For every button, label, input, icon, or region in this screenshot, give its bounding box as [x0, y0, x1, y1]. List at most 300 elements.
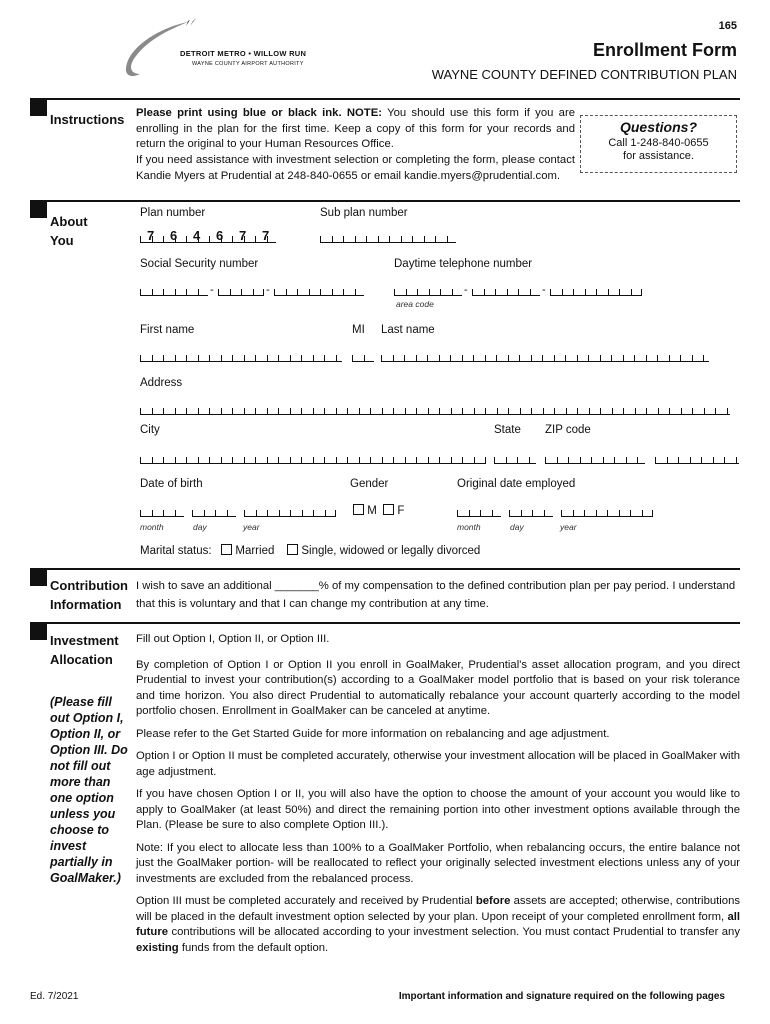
field-tick [336, 457, 337, 464]
field-tick [382, 457, 383, 464]
field-tick [561, 510, 562, 517]
field-tick [152, 289, 153, 296]
dob-year-field[interactable] [244, 508, 336, 517]
orig-day-caption: day [510, 522, 524, 532]
field-tick [451, 408, 452, 415]
field-tick [290, 457, 291, 464]
field-tick [336, 355, 337, 362]
city-label: City [140, 424, 160, 436]
field-tick [462, 408, 463, 415]
field-tick [713, 457, 714, 464]
marital-label: Marital status: [140, 545, 212, 557]
about-heading-line1: About [50, 214, 88, 229]
field-tick [507, 289, 508, 296]
phone-field-part3[interactable] [550, 287, 642, 296]
field-tick [588, 355, 589, 362]
field-tick [324, 408, 325, 415]
field-tick [440, 289, 441, 296]
field-tick [175, 289, 176, 296]
section-marker [30, 623, 47, 640]
field-tick [557, 457, 558, 464]
dob-label: Date of birth [140, 478, 203, 490]
investment-heading-line2: Allocation [50, 652, 113, 667]
field-tick [565, 355, 566, 362]
field-tick [320, 236, 321, 243]
field-tick [186, 289, 187, 296]
logo-line1: DETROIT METRO • WILLOW RUN [180, 49, 307, 58]
field-tick [313, 510, 314, 517]
field-tick [140, 408, 141, 415]
field-tick [462, 355, 463, 362]
questions-note: for assistance. [623, 150, 694, 162]
contribution-heading [50, 576, 128, 614]
field-tick [703, 355, 704, 362]
address-field[interactable] [140, 406, 730, 415]
field-tick [584, 510, 585, 517]
field-tick [554, 408, 555, 415]
airport-logo [118, 18, 328, 80]
field-tick [614, 457, 615, 464]
field-tick [727, 408, 728, 415]
field-tick [244, 408, 245, 415]
field-tick [531, 408, 532, 415]
field-tick [232, 457, 233, 464]
field-tick [596, 510, 597, 517]
field-tick [256, 510, 257, 517]
field-tick [439, 408, 440, 415]
city-field[interactable] [140, 455, 486, 464]
field-tick [209, 408, 210, 415]
instructions-rest: You should use this form if you are enrolling in the plan for the first time. Keep a copy of this form for your records and return the original to your Human Resources Office. [136, 107, 575, 150]
field-tick [480, 510, 481, 517]
field-tick [209, 236, 210, 243]
field-tick [596, 289, 597, 296]
phone-label: Daytime telephone number [394, 258, 533, 270]
field-tick [568, 457, 569, 464]
field-tick [530, 289, 531, 296]
last-name-field[interactable] [381, 353, 709, 362]
area-code-field[interactable] [394, 287, 462, 296]
married-checkbox[interactable] [221, 544, 232, 555]
field-tick [692, 355, 693, 362]
field-tick [278, 408, 279, 415]
contribution-text-before: I wish to save an additional [136, 580, 275, 592]
field-tick [347, 408, 348, 415]
dob-year-caption: year [243, 522, 260, 532]
field-tick [343, 289, 344, 296]
field-tick [417, 289, 418, 296]
field-tick [244, 510, 245, 517]
field-tick [332, 289, 333, 296]
field-tick [521, 510, 522, 517]
investment-p7 [136, 894, 740, 956]
field-tick [301, 408, 302, 415]
field-tick [542, 355, 543, 362]
field-tick [263, 289, 264, 296]
field-tick [428, 408, 429, 415]
phone-dash: - [464, 284, 468, 296]
field-tick [518, 289, 519, 296]
orig-year-field[interactable] [561, 508, 653, 517]
area-code-label: area code [396, 299, 434, 309]
field-tick [495, 289, 496, 296]
phone-dash: - [542, 284, 546, 296]
field-tick [163, 510, 164, 517]
field-tick [424, 236, 425, 243]
field-tick [152, 457, 153, 464]
field-tick [359, 457, 360, 464]
field-tick [562, 289, 563, 296]
marital-status [140, 544, 480, 557]
plan-digit: 7 [147, 228, 155, 243]
field-tick [192, 510, 193, 517]
single-checkbox[interactable] [287, 544, 298, 555]
field-tick [401, 236, 402, 243]
field-tick [186, 355, 187, 362]
field-tick [140, 289, 141, 296]
field-tick [600, 408, 601, 415]
field-tick [218, 289, 219, 296]
field-tick [198, 457, 199, 464]
investment-p7-before: before [475, 895, 511, 907]
field-tick [428, 457, 429, 464]
questions-box [580, 115, 737, 173]
contribution-percent-field[interactable]: _______ [274, 580, 319, 592]
field-tick [290, 355, 291, 362]
questions-phone: Call 1-248-840-0655 [608, 137, 709, 149]
contribution-text-after: % of my compensation to the defined contribution plan per pay period. I understand that this is voluntary and that I can change my contribution at any time. [136, 580, 736, 610]
field-tick [389, 236, 390, 243]
field-tick [637, 457, 638, 464]
field-tick [652, 510, 653, 517]
field-tick [255, 408, 256, 415]
gender-f-checkbox[interactable] [383, 504, 394, 515]
ssn-field-part3[interactable] [274, 287, 364, 296]
field-tick [324, 355, 325, 362]
plan-number-field[interactable] [140, 234, 276, 243]
form-title: Enrollment Form [592, 40, 737, 60]
field-tick [255, 355, 256, 362]
field-tick [701, 457, 702, 464]
field-tick [603, 457, 604, 464]
ssn-dash: - [266, 284, 270, 296]
field-tick [496, 355, 497, 362]
field-tick [378, 236, 379, 243]
field-tick [573, 510, 574, 517]
field-tick [290, 408, 291, 415]
field-tick [692, 408, 693, 415]
field-tick [241, 289, 242, 296]
investment-p7-c: assets are accepted; otherwise, contributions will be placed in the default investment option selected by your plan. Upon receipt of your completed enrollment form, [136, 895, 740, 923]
field-tick [140, 236, 141, 243]
field-tick [221, 355, 222, 362]
field-tick [406, 289, 407, 296]
field-tick [221, 457, 222, 464]
field-tick [472, 289, 473, 296]
field-tick [227, 510, 228, 517]
section-rule [30, 98, 740, 100]
field-tick [619, 510, 620, 517]
field-tick [393, 355, 394, 362]
field-tick [439, 457, 440, 464]
field-tick [215, 510, 216, 517]
field-tick [332, 236, 333, 243]
field-tick [611, 355, 612, 362]
field-tick [416, 457, 417, 464]
field-tick [152, 510, 153, 517]
field-tick [140, 457, 141, 464]
field-tick [152, 355, 153, 362]
field-tick [554, 355, 555, 362]
field-tick [140, 355, 141, 362]
field-tick [405, 408, 406, 415]
plan-name: WAYNE COUNTY DEFINED CONTRIBUTION PLAN [431, 67, 737, 82]
field-tick [451, 457, 452, 464]
field-tick [302, 510, 303, 517]
field-tick [175, 457, 176, 464]
field-tick [274, 289, 275, 296]
field-tick [680, 355, 681, 362]
plan-digit: 7 [262, 228, 270, 243]
field-tick [186, 236, 187, 243]
field-tick [591, 457, 592, 464]
orig-date-label: Original date employed [457, 478, 576, 490]
sub-plan-field[interactable] [320, 234, 456, 243]
section-rule [30, 568, 740, 570]
contribution-heading-line1: Contribution [50, 578, 128, 593]
investment-p4: Option I or Option II must be completed accurately, otherwise your investment allocation will be placed in GoalMaker with age adjustment. [136, 750, 740, 778]
plan-digit: 6 [216, 228, 224, 243]
field-tick [175, 355, 176, 362]
field-tick [230, 289, 231, 296]
field-tick [186, 457, 187, 464]
field-tick [531, 355, 532, 362]
zip-label: ZIP code [545, 424, 591, 436]
field-tick [474, 457, 475, 464]
gender-m-label: M [367, 505, 377, 517]
field-tick [267, 408, 268, 415]
investment-p2: By completion of Option I or Option II you enroll in GoalMaker, Prudential's asset allocation program, and you direct Prudential to invest your contribution(s) according to a GoalMaker model portfolio that is based on your risk tolerance and time horizon. You also direct Prudential to automatically rebalance your account quarterly according to the model portfolio chosen. Enrollment in GoalMaker can be canceled at anytime. [136, 658, 740, 717]
contribution-text [136, 577, 740, 613]
field-tick [336, 408, 337, 415]
field-tick [309, 289, 310, 296]
field-tick [580, 457, 581, 464]
field-tick [393, 408, 394, 415]
field-tick [359, 408, 360, 415]
field-tick [343, 236, 344, 243]
field-tick [204, 510, 205, 517]
field-tick [186, 408, 187, 415]
field-tick [450, 355, 451, 362]
investment-p7-existing: existing [136, 941, 179, 954]
orig-month-field[interactable] [457, 508, 501, 517]
field-tick [452, 289, 453, 296]
field-tick [427, 355, 428, 362]
field-tick [473, 355, 474, 362]
field-tick [485, 355, 486, 362]
field-tick [585, 289, 586, 296]
orig-day-field[interactable] [509, 508, 553, 517]
field-tick [509, 510, 510, 517]
instructions-text [136, 106, 575, 153]
field-tick [278, 355, 279, 362]
field-tick [506, 457, 507, 464]
field-tick [497, 408, 498, 415]
section-marker [30, 201, 47, 218]
field-tick [255, 236, 256, 243]
married-label: Married [235, 545, 275, 557]
field-tick [474, 408, 475, 415]
zip-field[interactable] [545, 455, 645, 464]
investment-p5: If you have chosen Option I or II, you will also have the option to choose the amount of your account you would like to apply to GoalMaker (at least 50%) and direct the remaining portion into other investment options available through the Plan. (Please be sure to also complete Option III.). [136, 788, 740, 831]
field-tick [364, 355, 365, 362]
field-tick [370, 408, 371, 415]
field-tick [290, 510, 291, 517]
field-tick [140, 510, 141, 517]
field-tick [485, 457, 486, 464]
dob-day-field[interactable] [192, 508, 236, 517]
mi-label: MI [352, 324, 365, 336]
field-tick [669, 408, 670, 415]
investment-p7-e: funds from the default option. [178, 941, 329, 954]
field-tick [352, 355, 353, 362]
field-tick [313, 355, 314, 362]
field-tick [253, 289, 254, 296]
field-tick [416, 355, 417, 362]
field-tick [577, 408, 578, 415]
field-tick [619, 289, 620, 296]
field-tick [313, 457, 314, 464]
field-tick [163, 289, 164, 296]
plan-digit: 7 [239, 228, 247, 243]
investment-p6: Note: If you elect to allocate less than 100% to a GoalMaker Portfolio, when rebalancing occurs, the entire balance not just the GoalMaker portion- will be reallocated to reflect your originally selected investment elections unless any of your investments are excluded from the rebalanced process. [136, 841, 740, 885]
field-tick [626, 457, 627, 464]
field-tick [232, 355, 233, 362]
field-tick [198, 289, 199, 296]
field-tick [267, 510, 268, 517]
phone-field-part2[interactable] [472, 287, 540, 296]
about-heading [50, 212, 88, 250]
first-name-label: First name [140, 324, 195, 336]
edition-label: Ed. 7/2021 [30, 991, 79, 1002]
logo-line2: WAYNE COUNTY AIRPORT AUTHORITY [192, 61, 304, 67]
field-tick [543, 408, 544, 415]
field-tick [286, 289, 287, 296]
field-tick [267, 355, 268, 362]
field-tick [163, 236, 164, 243]
field-tick [532, 510, 533, 517]
field-tick [221, 408, 222, 415]
field-tick [209, 457, 210, 464]
first-name-field[interactable] [140, 353, 342, 362]
address-label: Address [140, 377, 183, 389]
field-tick [439, 355, 440, 362]
field-tick [429, 289, 430, 296]
questions-title: Questions? [619, 119, 697, 135]
zip-plus4-field[interactable] [655, 455, 739, 464]
mi-field[interactable] [352, 353, 374, 362]
field-tick [492, 510, 493, 517]
field-tick [646, 355, 647, 362]
field-tick [320, 289, 321, 296]
field-tick [690, 457, 691, 464]
field-tick [301, 457, 302, 464]
field-tick [355, 289, 356, 296]
field-tick [736, 457, 737, 464]
orig-year-caption: year [560, 522, 577, 532]
field-tick [152, 408, 153, 415]
investment-heading [50, 631, 119, 669]
dob-month-caption: month [140, 522, 164, 532]
investment-heading-line1: Investment [50, 633, 119, 648]
field-tick [724, 457, 725, 464]
field-tick [550, 289, 551, 296]
field-tick [279, 510, 280, 517]
section-marker [30, 569, 47, 586]
field-tick [278, 457, 279, 464]
field-tick [324, 457, 325, 464]
field-tick [612, 408, 613, 415]
field-tick [678, 457, 679, 464]
field-tick [657, 355, 658, 362]
field-tick [646, 408, 647, 415]
field-tick [642, 510, 643, 517]
instructions-heading: Instructions [50, 112, 125, 127]
field-tick [412, 236, 413, 243]
field-tick [416, 408, 417, 415]
field-tick [313, 408, 314, 415]
state-field[interactable] [494, 455, 536, 464]
field-tick [435, 236, 436, 243]
last-name-label: Last name [381, 324, 435, 336]
field-tick [566, 408, 567, 415]
dob-day-caption: day [193, 522, 207, 532]
plan-digit: 6 [170, 228, 178, 243]
field-tick [462, 457, 463, 464]
field-tick [715, 408, 716, 415]
field-tick [681, 408, 682, 415]
form-number: 165 [718, 20, 737, 32]
ssn-field-part1[interactable] [140, 287, 208, 296]
field-tick [457, 510, 458, 517]
gender-m-checkbox[interactable] [353, 504, 364, 515]
field-tick [508, 355, 509, 362]
section-rule [30, 622, 740, 624]
field-tick [623, 355, 624, 362]
field-tick [175, 408, 176, 415]
section-marker [30, 99, 47, 116]
field-tick [630, 510, 631, 517]
plan-digit: 4 [193, 228, 201, 243]
field-tick [544, 510, 545, 517]
dob-month-field[interactable] [140, 508, 184, 517]
field-tick [485, 408, 486, 415]
field-tick [232, 408, 233, 415]
field-tick [394, 289, 395, 296]
field-tick [366, 236, 367, 243]
state-label: State [494, 424, 521, 436]
field-tick [382, 408, 383, 415]
field-tick [404, 355, 405, 362]
field-tick [267, 457, 268, 464]
ssn-field-part2[interactable] [218, 287, 264, 296]
field-tick [667, 457, 668, 464]
field-tick [517, 457, 518, 464]
ssn-dash: - [210, 284, 214, 296]
plan-number-label: Plan number [140, 207, 206, 219]
field-tick [244, 355, 245, 362]
investment-p1: Fill out Option I, Option II, or Option III. [136, 633, 330, 645]
